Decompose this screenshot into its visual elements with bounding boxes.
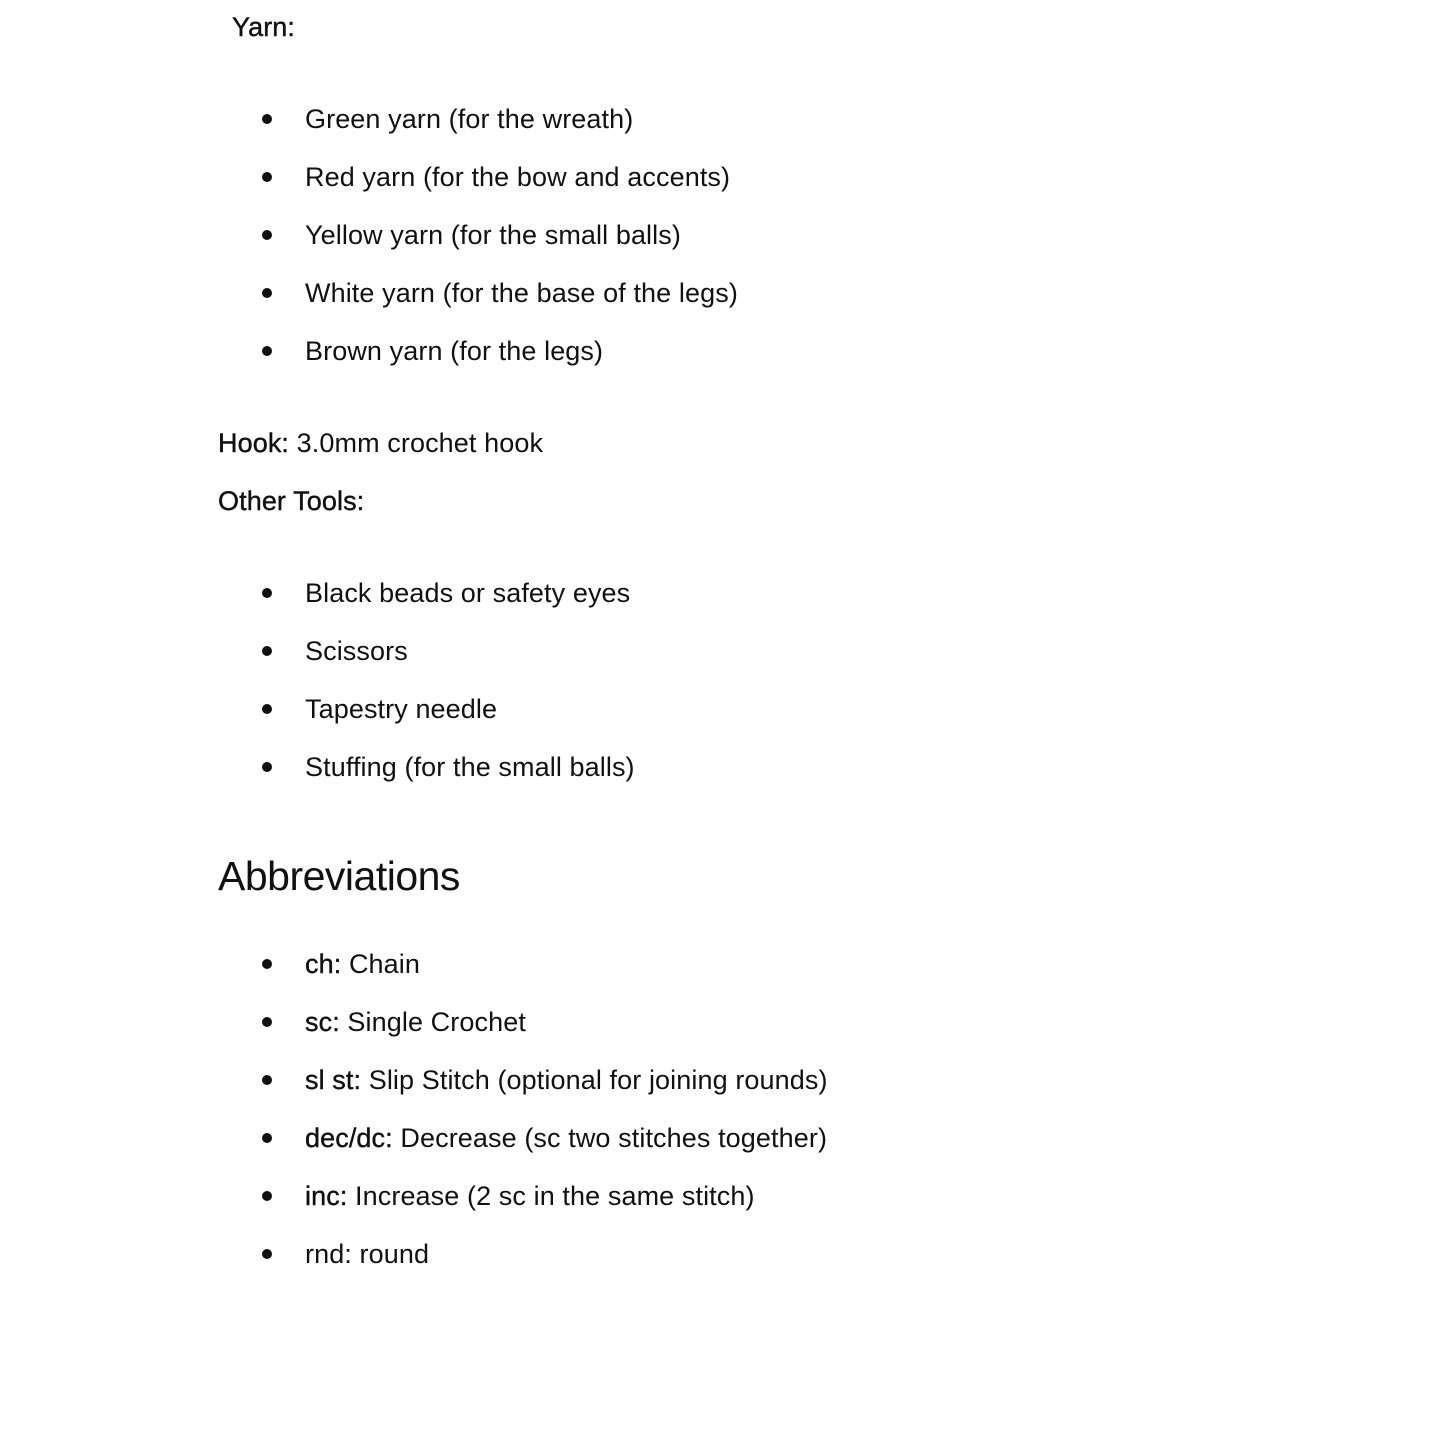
bullet-icon [262,172,272,182]
abbreviations-heading: Abbreviations [218,853,460,899]
bullet-icon [262,1191,272,1201]
bullet-icon [262,762,272,772]
tool-item-text: Stuffing (for the small balls) [305,752,635,782]
abbreviation-entry [305,1237,429,1271]
abbreviation-definition: round [359,1239,430,1269]
abbreviation-term: rnd: [305,1239,352,1269]
bullet-icon [262,230,272,240]
yarn-label: Yarn: [232,12,296,42]
bullet-icon [262,959,272,969]
bullet-icon [262,288,272,298]
abbreviation-definition: Decrease (sc two stitches together) [400,1123,828,1153]
hook-label: Hook: [218,428,290,458]
bullet-icon [262,1249,272,1259]
tool-item-text: Black beads or safety eyes [305,578,631,608]
abbreviation-definition: Increase (2 sc in the same stitch) [355,1181,755,1211]
hook-line [218,426,543,460]
bullet-icon [262,1017,272,1027]
bullet-icon [262,704,272,714]
yarn-item-text: Brown yarn (for the legs) [305,336,604,366]
abbreviation-definition: Slip Stitch (optional for joining rounds) [368,1065,828,1095]
bullet-icon [262,346,272,356]
yarn-item-text: Green yarn (for the wreath) [305,104,634,134]
abbreviation-term: sl st: [305,1065,362,1095]
yarn-item-text: Yellow yarn (for the small balls) [305,220,681,250]
abbreviation-entry [305,947,420,981]
tools-label: Other Tools: [218,486,365,516]
tool-item-text: Tapestry needle [305,694,498,724]
abbreviation-term: ch: [305,949,342,979]
abbreviation-entry [305,1063,828,1097]
bullet-icon [262,646,272,656]
bullet-icon [262,1075,272,1085]
abbreviation-entry [305,1121,827,1155]
tool-item-text: Scissors [305,636,408,666]
yarn-item-text: White yarn (for the base of the legs) [305,278,738,308]
yarn-item-text: Red yarn (for the bow and accents) [305,162,731,192]
abbreviation-term: sc: [305,1007,340,1037]
abbreviation-entry [305,1005,526,1039]
abbreviation-term: inc: [305,1181,348,1211]
abbreviation-term: dec/dc: [305,1123,393,1153]
bullet-icon [262,114,272,124]
abbreviation-definition: Chain [348,949,420,979]
abbreviation-entry [305,1179,755,1213]
abbreviation-definition: Single Crochet [347,1007,526,1037]
bullet-icon [262,1133,272,1143]
hook-value: 3.0mm crochet hook [296,428,544,458]
bullet-icon [262,588,272,598]
